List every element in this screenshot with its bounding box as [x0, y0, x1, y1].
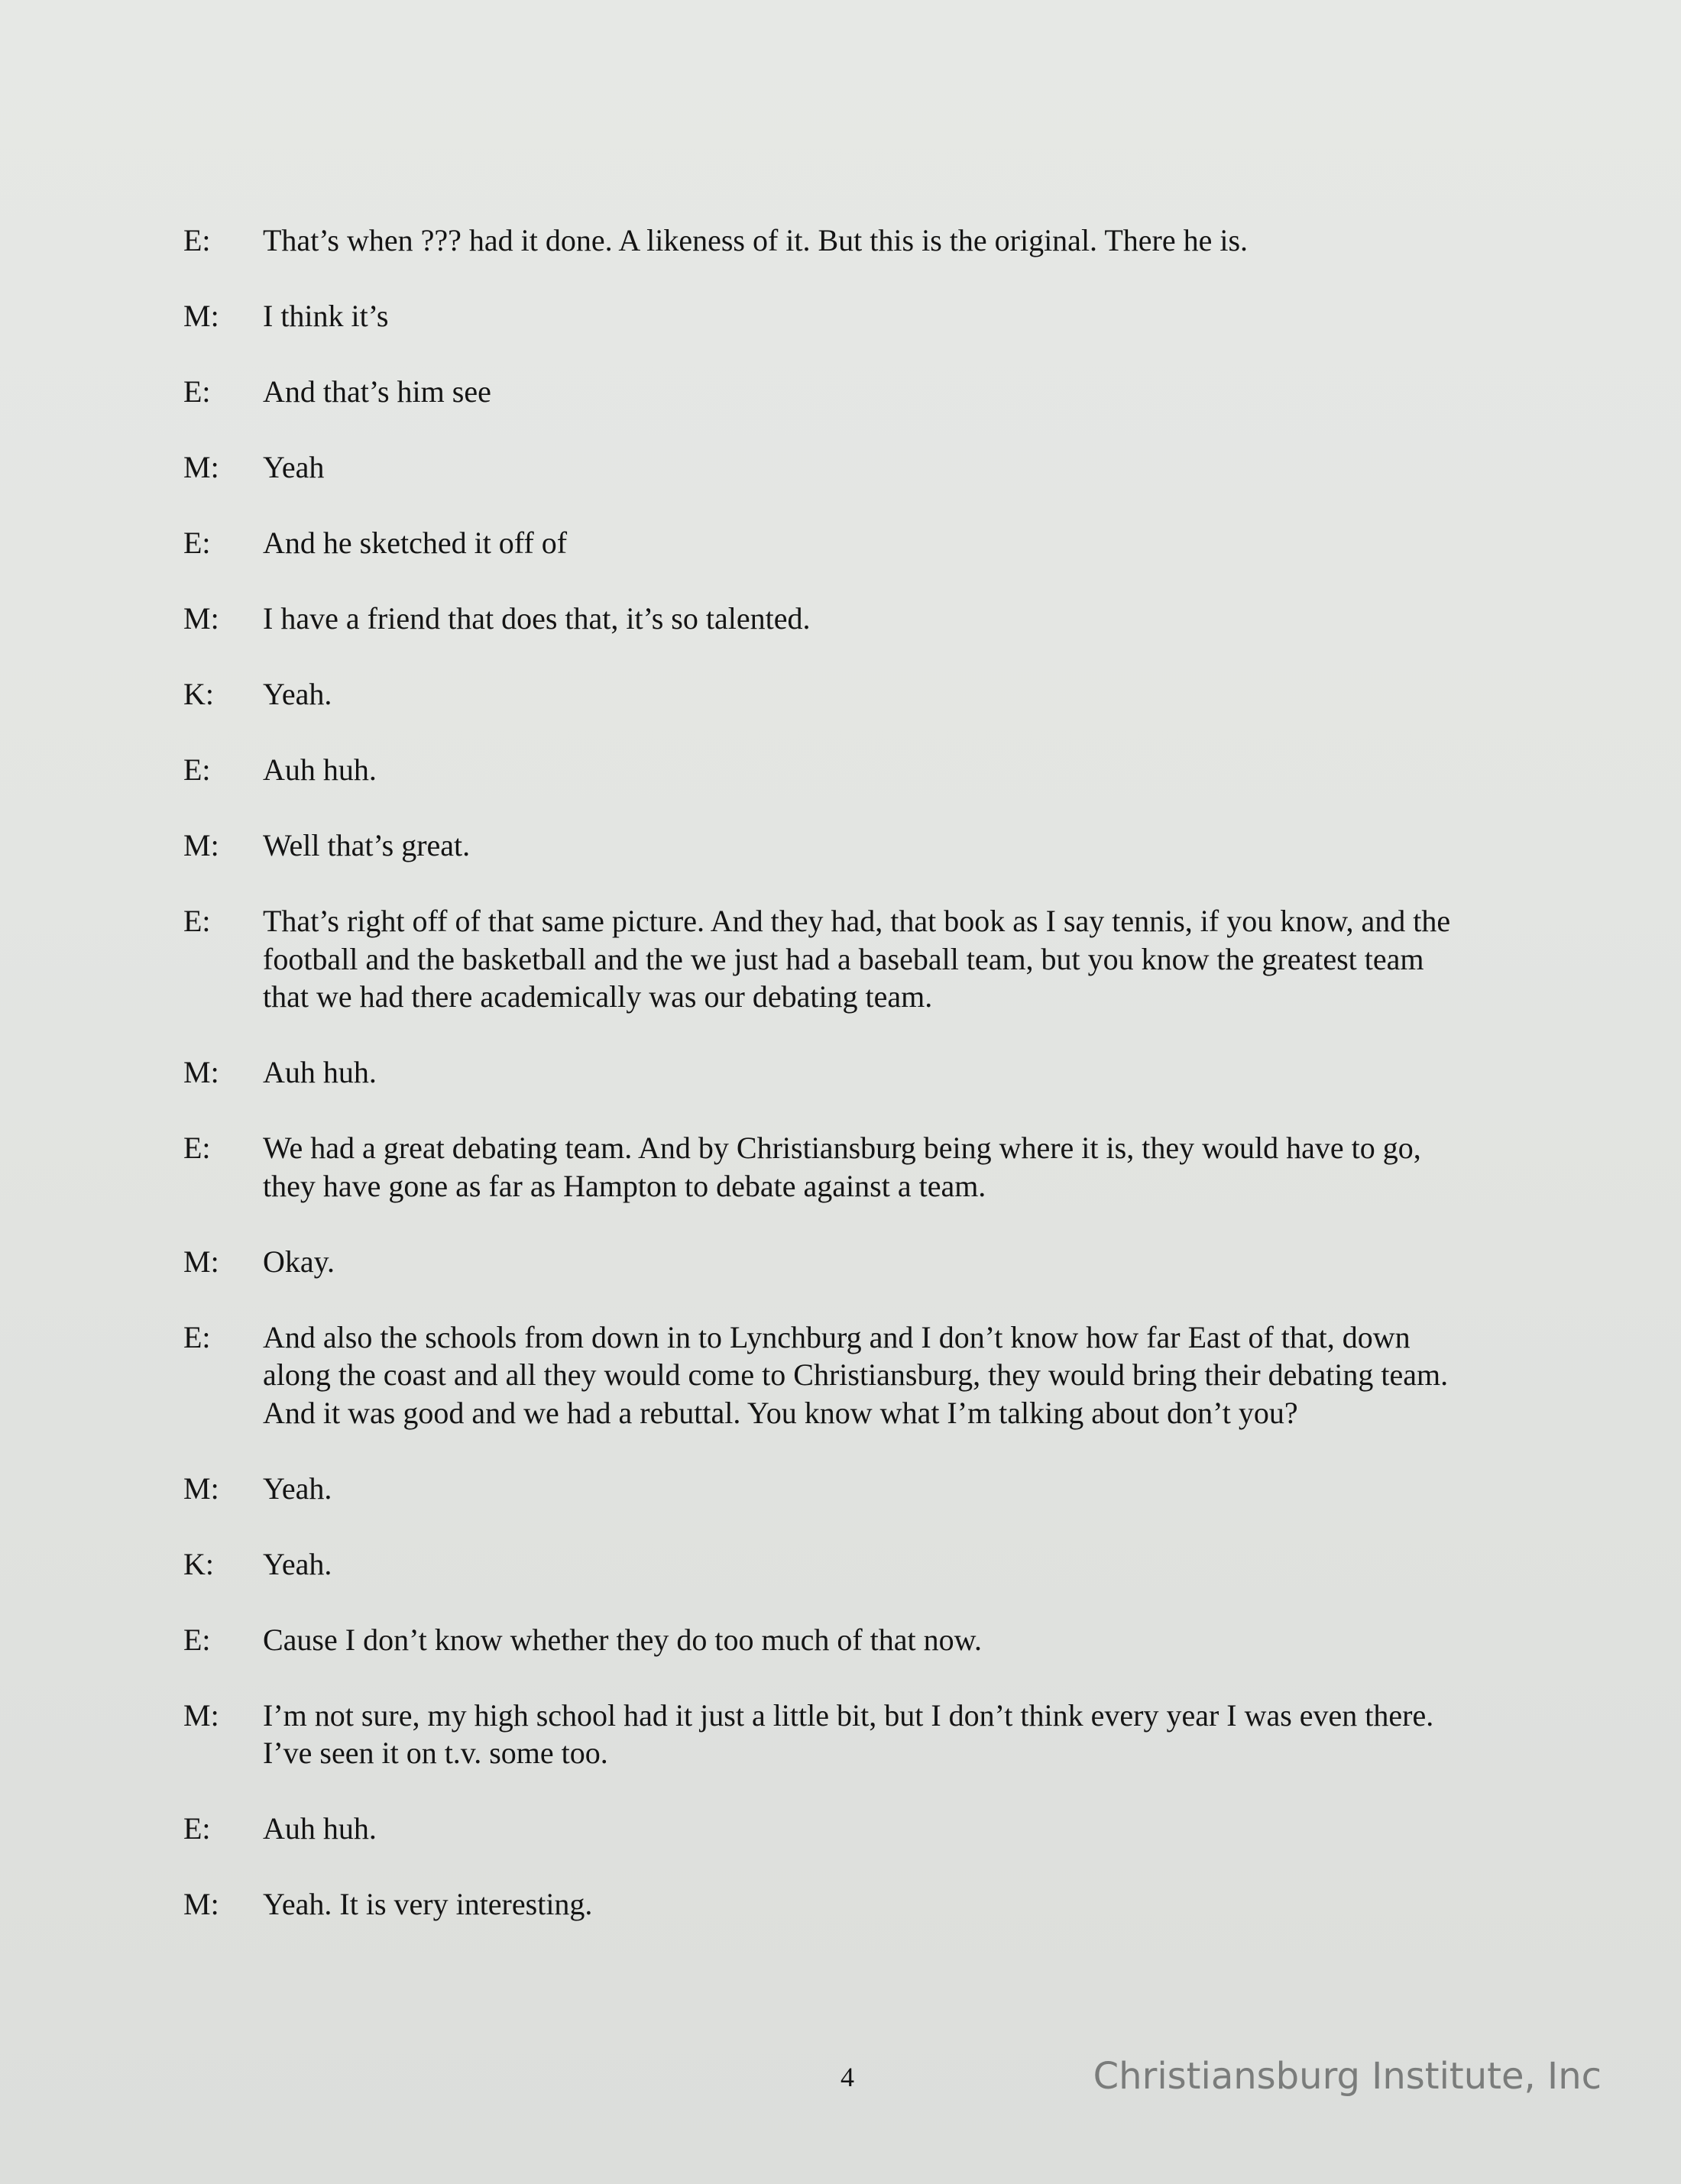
- turn-text: Auh huh.: [263, 1811, 377, 1846]
- page-number: 4: [840, 2062, 854, 2092]
- watermark: Christiansburg Institute, Inc: [1093, 2055, 1602, 2098]
- speaker-label: K:: [183, 677, 214, 711]
- transcript-turn: [183, 827, 1482, 865]
- turn-text: Yeah. It is very interesting.: [263, 1887, 593, 1921]
- turn-text: That’s right off of that same picture. And they had, that book as I say tennis, if you know, and the football and the basketball and the we just had a baseball team, but you know the greatest team that we had there academically was our debating team.: [263, 904, 1451, 1014]
- speaker-label: K:: [183, 1546, 214, 1581]
- transcript-turn: [183, 297, 1482, 335]
- speaker-label: M:: [183, 299, 219, 333]
- transcript: [183, 222, 1482, 1961]
- speaker-label: E:: [183, 1319, 211, 1354]
- transcript-turn: [183, 1810, 1482, 1848]
- turn-text: That’s when ??? had it done. A likeness of it. But this is the original. There he is.: [263, 223, 1249, 257]
- speaker-label: E:: [183, 1811, 211, 1846]
- transcript-turn: [183, 600, 1482, 638]
- turn-text: Yeah.: [263, 1546, 332, 1581]
- turn-text: I have a friend that does that, it’s so talented.: [263, 601, 811, 636]
- speaker-label: M:: [183, 601, 219, 636]
- transcript-turn: [183, 1053, 1482, 1092]
- turn-text: Well that’s great.: [263, 828, 471, 862]
- turn-text: I think it’s: [263, 299, 389, 333]
- transcript-turn: [183, 1545, 1482, 1584]
- turn-text: Auh huh.: [263, 752, 377, 787]
- turn-text: And that’s him see: [263, 374, 491, 409]
- transcript-turn: [183, 675, 1482, 713]
- speaker-label: M:: [183, 1471, 219, 1506]
- speaker-label: E:: [183, 1622, 211, 1657]
- transcript-turn: [183, 1318, 1482, 1432]
- turn-text: We had a great debating team. And by Christiansburg being where it is, they would have to go, they have gone as far as Hampton to debate against a team.: [263, 1131, 1421, 1203]
- turn-text: I’m not sure, my high school had it just a little bit, but I don’t think every year I was even there. I’ve seen it on t.v. some too.: [263, 1697, 1434, 1770]
- speaker-label: E:: [183, 1131, 211, 1165]
- speaker-label: M:: [183, 1697, 219, 1733]
- transcript-turn: [183, 448, 1482, 487]
- transcript-turn: [183, 373, 1482, 411]
- transcript-turn: [183, 751, 1482, 789]
- turn-text: Yeah: [263, 450, 325, 484]
- turn-text: Cause I don’t know whether they do too much of that now.: [263, 1622, 982, 1657]
- transcript-turn: [183, 1621, 1482, 1659]
- turn-text: Auh huh.: [263, 1055, 377, 1089]
- turn-text: And he sketched it off of: [263, 526, 568, 560]
- transcript-turn: [183, 524, 1482, 562]
- transcript-turn: [183, 1697, 1482, 1772]
- speaker-label: E:: [183, 904, 211, 938]
- speaker-label: M:: [183, 1244, 219, 1279]
- transcript-turn: [183, 1129, 1482, 1205]
- speaker-label: E:: [183, 374, 211, 409]
- transcript-turn: [183, 902, 1482, 1016]
- transcript-turn: [183, 1470, 1482, 1508]
- speaker-label: M:: [183, 1055, 219, 1089]
- speaker-label: E:: [183, 526, 211, 560]
- speaker-label: M:: [183, 450, 219, 484]
- speaker-label: E:: [183, 223, 211, 257]
- turn-text: Yeah.: [263, 1471, 332, 1506]
- speaker-label: E:: [183, 752, 211, 787]
- turn-text: Okay.: [263, 1244, 335, 1279]
- speaker-label: M:: [183, 828, 219, 862]
- speaker-label: M:: [183, 1887, 219, 1921]
- turn-text: And also the schools from down in to Lynchburg and I don’t know how far East of that, down along the coast and all they would come to Christiansburg, they would bring their debating team. And it was good and we had a rebuttal. You know what I’m talking about don’t you?: [263, 1319, 1449, 1430]
- turn-text: Yeah.: [263, 677, 332, 711]
- transcript-turn: [183, 222, 1482, 260]
- transcript-turn: [183, 1243, 1482, 1281]
- transcript-turn: [183, 1885, 1482, 1924]
